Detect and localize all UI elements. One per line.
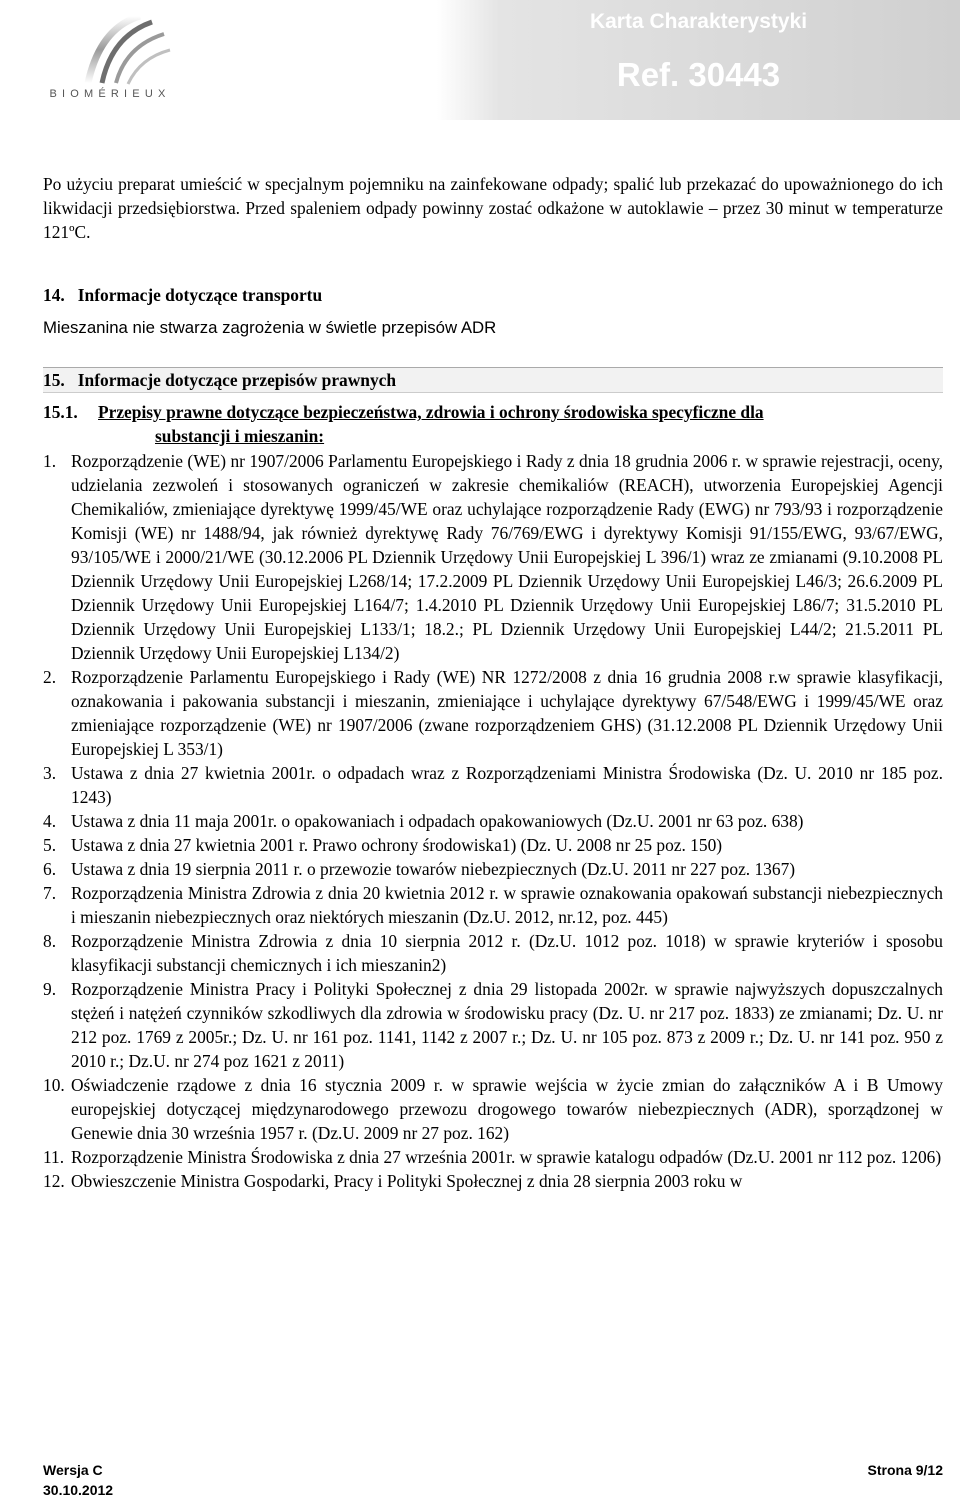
footer-page-number: Strona 9/12 <box>867 1462 943 1478</box>
regulations-list <box>43 449 943 1193</box>
title-panel <box>437 0 960 120</box>
list-item: 8. Rozporządzenie Ministra Zdrowia z dnia 10 sierpnia 2012 r. (Dz.U. 1012 poz. 1018) w sprawie kryteriów i sposobu klasyfikacji substancji chemicznych i ich mieszanin2) <box>43 931 943 975</box>
footer-version: Wersja C <box>43 1462 103 1478</box>
section-15-1-heading <box>43 400 943 448</box>
list-item: 10. Oświadczenie rządowe z dnia 16 stycznia 2009 r. w sprawie wejścia w życie zmian do załączników A i B Umowy europejskiej dotyczącej międzynarodowego przewozu drogowego towarów niebezpiecznych (ADR), sporządzonej w Genewie dnia 30 września 1957 r. (Dz.U. 2009 nr 27 poz. 162) <box>43 1075 943 1143</box>
list-item: 2. Rozporządzenie Parlamentu Europejskiego i Rady (WE) NR 1272/2008 z dnia 16 grudnia 2008 r.w sprawie klasyfikacji, oznakowania i pakowania substancji i mieszanin, zmieniające i uchylające dyrektywy 67/548/EWG i 1999/45/WE oraz zmieniające rozporządzenie (WE) nr 1907/2006 (zwane rozporządzeniem GHS) (31.12.2008 PL Dziennik Urzędowy Unii Europejskiej L 353/1) <box>43 667 943 759</box>
intro-paragraph: Po użyciu preparat umieścić w specjalnym pojemniku na zainfekowane odpady; spalić lub przekazać do upoważnionego do ich likwidacji przedsiębiorstwa. Przed spaleniem odpady powinny zostać odkażone w autoklawie – przez 30 minut w temperaturze 121ºC. <box>43 174 943 242</box>
list-item: 11. Rozporządzenie Ministra Środowiska z dnia 27 września 2001r. w sprawie katalogu odpadów (Dz.U. 2001 nr 112 poz. 1206) <box>43 1147 942 1167</box>
list-item: 12. Obwieszczenie Ministra Gospodarki, Pracy i Polityki Społecznej z dnia 28 sierpnia 2003 roku w <box>43 1171 743 1191</box>
logo-wordmark: BIOMÉRIEUX <box>49 88 171 100</box>
section-15-1-number: 15.1. <box>43 402 78 422</box>
document-title: Karta Charakterystyki <box>589 10 808 33</box>
document-ref: Ref. 30443 <box>616 56 781 93</box>
list-item: 3. Ustawa z dnia 27 kwietnia 2001r. o odpadach wraz z Rozporządzeniami Ministra Środowiska (Dz. U. 2010 nr 185 poz. 1243) <box>43 763 943 807</box>
section-15-1-title-line1: Przepisy prawne dotyczące bezpieczeństwa, zdrowia i ochrony środowiska specyficzne dla <box>98 402 764 422</box>
section-15-1-title-line2: substancji i mieszanin: <box>155 426 325 446</box>
biomerieux-logo <box>30 8 195 108</box>
document-body <box>43 172 943 1191</box>
section-14-text: Mieszanina nie stwarza zagrożenia w świetle przepisów ADR <box>43 318 497 337</box>
logo-arcs-icon <box>30 8 195 88</box>
list-item: 9. Rozporządzenie Ministra Pracy i Polityki Społecznej z dnia 29 listopada 2002r. w sprawie najwyższych dopuszczalnych stężeń i natężeń czynników szkodliwych dla zdrowia w środowisku pracy (Dz. U. nr 217 poz. 1833) ze zmianami; Dz. U. nr 212 poz. 1769 z 2005r.; Dz. U. nr 161 poz. 1141, 1142 z 2007 r.; Dz. U. nr 105 poz. 873 z 2009 r.; Dz. U. nr 141 poz. 950 z 2010 r.; Dz.U. nr 274 poz 1621 z 2011) <box>43 979 943 1071</box>
section-14-heading: 14. Informacje dotyczące transportu <box>43 285 323 305</box>
list-item: 6. Ustawa z dnia 19 sierpnia 2011 r. o przewozie towarów niebezpiecznych (Dz.U. 2011 nr 227 poz. 1367) <box>43 859 796 879</box>
list-item: 5. Ustawa z dnia 27 kwietnia 2001 r. Prawo ochrony środowiska1) (Dz. U. 2008 nr 25 poz. 150) <box>43 835 723 855</box>
list-item: 7. Rozporządzenia Ministra Zdrowia z dnia 20 kwietnia 2012 r. w sprawie oznakowania opakowań substancji niebezpiecznych i mieszanin niebezpiecznych oraz niektórych mieszanin (Dz.U. 2012, nr.12, poz. 445) <box>43 883 943 927</box>
list-item: 1. Rozporządzenie (WE) nr 1907/2006 Parlamentu Europejskiego i Rady z dnia 18 grudnia 2006 r. w sprawie rejestracji, oceny, udzielania zezwoleń i stosowanych ograniczeń w zakresie chemikaliów (REACH), utworzenia Europejskiej Agencji Chemikaliów, zmieniające dyrektywę 1999/45/WE oraz uchylające rozporządzenie Rady (EWG) nr 793/93 i rozporządzenie Komisji (WE) nr 1488/94, jak również dyrektywę Rady 76/769/EWG i dyrektywy Komisji 91/155/EWG, 93/67/EWG, 93/105/WE i 2000/21/WE (30.12.2006 PL Dziennik Urzędowy Unii Europejskiej L 396/1) wraz ze zmianami (9.10.2008 PL Dziennik Urzędowy Unii Europejskiej L268/14; 17.2.2009 PL Dziennik Urzędowy Unii Europejskiej L46/3; 26.6.2009 PL Dziennik Urzędowy Unii Europejskiej L164/7; 1.4.2010 PL Dziennik Urzędowy Unii Europejskiej L86/7; 31.5.2010 PL Dziennik Urzędowy Unii Europejskiej L133/1; 18.2.; PL Dziennik Urzędowy Unii Europejskiej L44/2; 21.5.2011 PL Dziennik Urzędowy Unii Europejskiej L134/2) <box>43 451 943 663</box>
section-15-heading: 15. Informacje dotyczące przepisów prawnych <box>43 367 943 393</box>
page-header <box>0 0 960 130</box>
list-item: 4. Ustawa z dnia 11 maja 2001r. o opakowaniach i odpadach opakowaniowych (Dz.U. 2001 nr 63 poz. 638) <box>43 811 804 831</box>
footer-date: 30.10.2012 <box>43 1482 114 1498</box>
